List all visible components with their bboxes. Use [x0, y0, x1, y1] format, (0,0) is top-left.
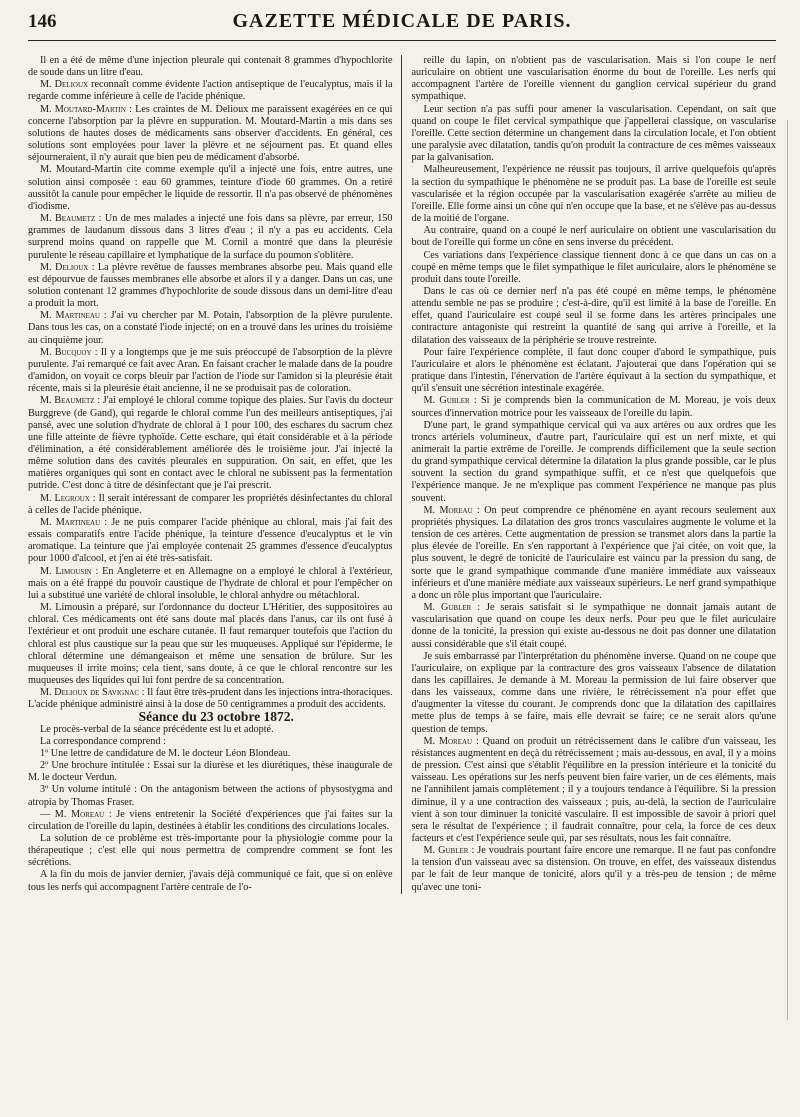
paragraph — [28, 213, 393, 262]
section-heading: Séance du 23 octobre 1872. — [138, 709, 294, 725]
paragraph — [412, 602, 777, 651]
paragraph — [28, 55, 393, 79]
speaker-name: M. Martineau — [40, 310, 100, 322]
page-edge-line — [787, 120, 794, 1020]
paragraph-text: : Il y a longtemps que je me suis préoccupé de l'absorption de la plèvre purulente. J'ai remarqué ce fait avec Aran. En faisant cracher le malade dans de la poudre d'amidon, on voyait ce corps bleuir par l'action de l'iode sur l'amidon si la pleurésie était récente, mais si la pleurésie était ancienne, il ne se produisait pas de coloration. — [28, 346, 393, 395]
speaker-name: M. Gubler — [423, 395, 470, 407]
paragraph-text: reconnaît comme évidente l'action antiseptique de l'eucalyptus, mais il la regarde comme inférieure à celle de l'acide phénique. — [28, 79, 393, 103]
paragraph — [28, 687, 393, 711]
paragraph-text: : Un de mes malades a injecté une fois dans sa plèvre, par erreur, 150 grammes de laudanum dissous dans 3 litres d'eau ; il n'y a pas eu accidents. Cela surprend moins quand on rappelle que M. Cornil a montré que dans la pleurésie purulente le réseau capillaire et lymphatique de la surface du poumon s'oblitère. — [28, 213, 393, 261]
speaker-name: M. Delioux — [40, 79, 89, 91]
paragraph-text: : La plèvre revêtue de fausses membranes absorbe peu. Mais quand elle est dépourvue de fausses membranes elle absorbe et alors il y a danger. Dans un cas, une solution contenant 12 grammes d'hypochlorite de soude dissous dans un demi-litre d'eau a produit la mort. — [28, 261, 393, 310]
paragraph — [28, 869, 393, 893]
paragraph — [412, 736, 777, 845]
paragraph — [412, 845, 777, 894]
paragraph — [412, 505, 777, 602]
paragraph — [28, 493, 393, 517]
speaker-name: M. Martineau — [40, 516, 101, 528]
paragraph — [28, 566, 393, 602]
paragraph-text: : J'ai employé le chloral comme topique des plaies. Sur l'avis du docteur Burggreve (de Gand), qui regarde le chloral comme l'un des meilleurs antiseptiques, j'ai pansé, avec une solution d'hydrate de chloral à 1 pour 100, des eschares du sacrum chez une fille atteinte de fièvre typhoïde. Cette eschare, qui était considérable et à la période d'élimination, a été considérablement améliorée dès le troisième jour. J'ai injecté la même solution dans des cavités pleurales en suppuration. On sait, en effet, que les matières organiques qui sont en contact avec le chloral ne subissent pas la fermentation putride. C'est donc à titre de désinfectant que je l'ai prescrit. — [28, 395, 393, 492]
paragraph — [28, 347, 393, 396]
left-column — [28, 55, 402, 894]
paragraph — [412, 164, 777, 225]
speaker-name: M. Beaumetz — [40, 213, 96, 225]
paragraph-text: Au contraire, quand on a coupé le nerf auriculaire on obtient une vascularisation du bout de l'oreille qui forme un cône en sens inverse du précédent. — [411, 225, 776, 249]
paragraph-text: : On peut comprendre ce phénomène en ayant recours seulement aux propriétés physiques. La dilatation des gros troncs vasculaires augmente le volume et la tension de ces artères. Cette augmentation de pression se transmet alors dans la partie la plus élevée de l'oreille. En s'en rapportant à l'expérience que j'ai citée, on voit que, la plus souvent, le degré de tonicité de l'auriculaire est vaincu par la pression du sang, de sorte que le grand sympathique commande d'une manière immédiate aux vaisseaux inférieurs et d'une manière médiate aux vaisseaux supérieurs. Le nerf grand sympathique a donc un rôle plus important que l'auriculaire. — [411, 504, 777, 601]
paragraph-text: Le procès-verbal de la séance précédente est lu et adopté. — [40, 723, 274, 735]
journal-title: GAZETTE MÉDICALE DE PARIS. — [232, 10, 572, 32]
paragraph — [28, 736, 393, 748]
paragraph — [28, 104, 393, 165]
speaker-name: M. Delioux — [40, 261, 89, 273]
paragraph — [28, 602, 393, 687]
paragraph — [412, 104, 777, 165]
speaker-name: M. Delioux de Savignac — [40, 687, 140, 699]
speaker-name: M. Moreau — [423, 504, 473, 516]
paragraph — [28, 809, 393, 833]
paragraph — [412, 250, 777, 286]
paragraph-text: : Il faut être très-prudent dans les injections intra-thoraciques. L'acide phénique administré ainsi à la dose de 50 centigrammes a produit des accidents. — [28, 687, 393, 711]
paragraph-text: : J'ai vu chercher par M. Potain, l'absorption de la plèvre purulente. Dans tous les cas, on a constaté l'iode injecté; on en a trouvé dans les urines du troisième au cinquième jour. — [28, 310, 393, 346]
paragraph — [412, 286, 777, 347]
paragraph-text: reille du lapin, on n'obtient pas de vascularisation. Mais si l'on coupe le nerf auriculaire on obtient une vascularisation énorme du bout de l'oreille. Les nerfs qui accompagnent l'artère de l'oreille viennent du ganglion cervical supérieur du grand sympathique. — [411, 55, 776, 103]
paragraph — [28, 833, 393, 869]
page-number: 146 — [28, 11, 57, 32]
paragraph — [28, 79, 393, 103]
paragraph-text: La correspondance comprend : — [40, 735, 166, 747]
paragraph-text: : Je serais satisfait si le sympathique ne donnait jamais autant de vascularisation que quand on coupe les deux nerfs. Pour peu que le filet auriculaire donne de la tonicité, la pression qui existe au-dessous ne doit pas donner une dilatation aussi considérable que s'il était coupé. — [411, 602, 776, 650]
speaker-name: — M. Moreau — [40, 808, 105, 820]
paragraph-text: M. Limousin a préparé, sur l'ordonnance du docteur L'Héritier, des suppositoires au chloral. Ces médicaments ont été sans doute mal placés dans l'anus, car ils ont fusé à l'extérieur et ont produit une eschare cutanée. Il faut remarquer toutefois que l'action du chloral est plus caustique sur la peau que sur les muqueuses. Appliqué sur l'épiderme, le chloral détermine une démangeaison et même une sensation de brûlure. Sur les muqueuses il irrite moins; cela tient, sans doute, à ce que le chloral rencontre sur les muqueuses des liquides qui lui font perdre de sa concentration. — [28, 602, 393, 686]
paragraph — [412, 347, 777, 396]
paragraph — [412, 225, 777, 249]
page-header — [28, 10, 776, 41]
paragraph — [28, 760, 393, 784]
speaker-name: M. Legroux — [40, 492, 90, 504]
paragraph-text: : Je voudrais pourtant faire encore une remarque. Il ne faut pas confondre la tension d'un vaisseau avec sa distension. On trouve, en effet, des vaisseaux distendus par le fait de leur manque de tonicité, alors qu'il y a très-peu de tension ; de même qu'avec une toni- — [411, 845, 776, 893]
paragraph-text: Leur section n'a pas suffi pour amener la vascularisation. Cependant, on sait que quand on coupe le filet cervical sympathique que j'appellerai classique, on vascularise l'oreille. Cette section détermine un changement dans la circulation locale, et l'on obtient une paralysie avec dilatation, tandis qu'on produit la contracture de ces mêmes vaisseaux par la galvanisation. — [411, 103, 776, 164]
speaker-name: M. Bucquoy — [40, 346, 92, 358]
paragraph-text: : Les craintes de M. Delioux me paraissent exagérées en ce qui concerne l'absorption par la plèvre en suppuration. M. Moutard-Martin a mis dans ses solutions de hautes doses de médicaments sans observer d'accidents. En général, ces solutions sont employées pour laver la plèvre et ne séjournent pas. Et quand elles séjourneraient, il n'y aurait que bien peu de médicament d'absorbé. — [28, 103, 393, 164]
paragraph — [28, 724, 393, 736]
paragraph-text: D'une part, le grand sympathique cervical qui va aux artères ou aux ordres que les troncs artériels volumineux, d'autre part, l'auriculaire qui est un nerf mixte, et qui animerait la partie extrême de l'oreille. Je comprends difficilement que la seule section du grand sympathique cervical détermine la dilatation la plus grande possible, car le plus souvent la section du grand sympathique suffit, et ce n'est que quelquefois que l'expérience manque. Je ne m'explique pas comment l'expérience ne manque pas plus souvent. — [411, 419, 776, 504]
paragraph — [412, 651, 777, 736]
columns — [28, 55, 776, 894]
paragraph-text: A la fin du mois de janvier dernier, j'avais déjà communiqué ce fait, que si on enlève tous les nerfs qui accompagnent l'artère centrale de l'o- — [28, 869, 393, 893]
paragraph-text: : Je viens entretenir la Société d'expériences que j'ai faites sur la circulation de l'oreille du lapin, destinées à établir les conditions des circulations locales. — [28, 808, 393, 832]
paragraph-text: Il en a été de même d'une injection pleurale qui contenait 8 grammes d'hypochlorite de soude dans un litre d'eau. — [28, 55, 393, 79]
paragraph-text: Ces variations dans l'expérience classique tiennent donc à ce que dans un cas on a coupé en même temps que le filet sympathique le filet auriculaire, alors le phénomène se produit dans toute l'oreille. — [411, 249, 776, 285]
paragraph-text: 1º Une lettre de candidature de M. le docteur Léon Blondeau. — [40, 747, 291, 759]
paragraph-text: 3º Un volume intitulé : On the antagonism between the actions of physostygma and atropia by Thomas Fraser. — [28, 784, 393, 808]
paragraph-text: Je suis embarrassé par l'interprétation du phénomène inverse. Quand on ne coupe que l'auriculaire, on explique par la contracture des gros vaisseaux l'absence de dilatation dans les capillaires. Je demande à M. Moreau la permission de lui faire observer que dans les vaisseaux, comme dans une rivière, le rétrécissement n'a pour effet que d'augmenter la vitesse du courant. Je comprends donc que la dilatation des capillaires mette plus de temps à se faire, mais elle devrait se faire; ce ne serait alors qu'une question de temps. — [411, 650, 776, 735]
paragraph — [28, 164, 393, 213]
paragraph — [28, 517, 393, 566]
paragraph-text: 2º Une brochure intitulée : Essai sur la diurèse et les diurétiques, thèse inaugurale de M. le docteur Verdun. — [28, 760, 393, 784]
paragraph — [412, 55, 777, 104]
speaker-name: M. Gubler — [423, 602, 472, 614]
speaker-name: M. Gubler — [423, 845, 469, 857]
right-column — [402, 55, 777, 894]
paragraph-text: Pour faire l'expérience complète, il faut donc couper d'abord le sympathique, puis l'auriculaire et alors le phénomène est éclatant. J'ajouterai que dans l'opération qui se pratique dans l'intestin, l'énervation de l'artère équivaut à la section du sympathique, et qu'il s'ensuit une sécrétion intestinale exagérée. — [411, 346, 776, 395]
paragraph-text: La solution de ce problème est très-importante pour la physiologie comme pour la thérapeutique ; c'est elle qui nous permettra de comprendre comment se font les sécrétions. — [28, 833, 393, 869]
paragraph — [412, 395, 777, 419]
paragraph-text: : Je ne puis comparer l'acide phénique au chloral, mais j'ai fait des essais comparatifs entre l'acide phénique, la teinture d'essence d'eucalyptus et le vin aromatique. La teinture que j'ai employée contenait 25 grammes d'essence d'eucalyptus pour 1000 d'alcool, et j'en ai été très-satisfait. — [28, 516, 393, 565]
paragraph — [28, 784, 393, 808]
paragraph-text: Malheureusement, l'expérience ne réussit pas toujours, il arrive quelquefois qu'après la section du sympathique le phénomène ne se produit pas. La base de l'oreille est seule vascularisée et la région occupée par la vascularisation exagérée s'arrête au milieu de l'oreille. Elle forme ainsi un cône qui n'en occupe que la base, et ne s'élève pas au-dessus de la moitié de l'organe. — [411, 164, 776, 225]
paragraph — [28, 310, 393, 346]
speaker-name: M. Moreau — [423, 735, 473, 747]
paragraph — [28, 395, 393, 492]
paragraph — [412, 420, 777, 505]
paragraph-text: : En Angleterre et en Allemagne on a employé le chloral à l'extérieur, mais on a été frappé du pouvoir caustique de l'hydrate de chloral et pour l'empêcher on lui a substitué une variété de chloral insoluble, le chloral anhydre ou métachloral. — [28, 565, 393, 601]
paragraph — [28, 748, 393, 760]
paragraph-text: Dans le cas où ce dernier nerf n'a pas été coupé en même temps, le phénomène attendu semble ne pas se produire ; c'est-à-dire, qu'il est limité à la base de l'oreille. En effet, quand l'auriculaire est coupé seul il se forme dans les artères principales une contracture antagoniste qui restreint la quantité de sang qui arrive à l'oreille, et la dilatation des vaisseaux de la périphérie se trouve restreinte. — [411, 285, 776, 346]
speaker-name: M. Moutard-Martin — [40, 103, 126, 115]
paragraph-text: : Quand on produit un rétrécissement dans le calibre d'un vaisseau, les résistances augmentent en deçà du rétrécissement ; mais au-dessous, en aval, il y a moins de pression. C'est ainsi que s'établit l'équilibre en la pression intérieure et la tonicité du vaisseau. Les opérations sur les nerfs peuvent bien faire varier, un de ces éléments, mais ne l'annihilent jamais complètement ; il y a toujours tendance à l'équilibre. Si la pression diminue, il y a une contraction des vaisseaux ; puis, au-delà, la section de l'auriculaire vient à son tour diminuer la tonicité vasculaire. Il est impossible de savoir à priori quel sera le résultat de l'expérience ; il faudrait connaître, pour cela, la force de ces deux facteurs et c'est l'expérience seule qui, par ses résultats, nous les fait connaître. — [411, 735, 776, 844]
paragraph — [28, 262, 393, 311]
speaker-name: M. Beaumetz — [40, 395, 95, 407]
paragraph-text: M. Moutard-Martin cite comme exemple qu'il a injecté une fois, entre autres, une solution ainsi composée : eau 60 grammes, teinture d'iode 60 grammes. On a retiré aussitôt la canule pour empêcher le liquide de ressortir. Il n'a pas observé de phénomènes d'iodisme. — [28, 164, 393, 212]
speaker-name: M. Limousin — [40, 565, 92, 577]
paragraph-text: : Si je comprends bien la communication de M. Moreau, je vois deux sources d'innervation motrice pour les vaisseaux de l'oreille du lapin. — [411, 395, 777, 419]
paragraph-text: : Il serait intéressant de comparer les propriétés désinfectantes du chloral à celles de l'acide phénique. — [28, 492, 393, 516]
